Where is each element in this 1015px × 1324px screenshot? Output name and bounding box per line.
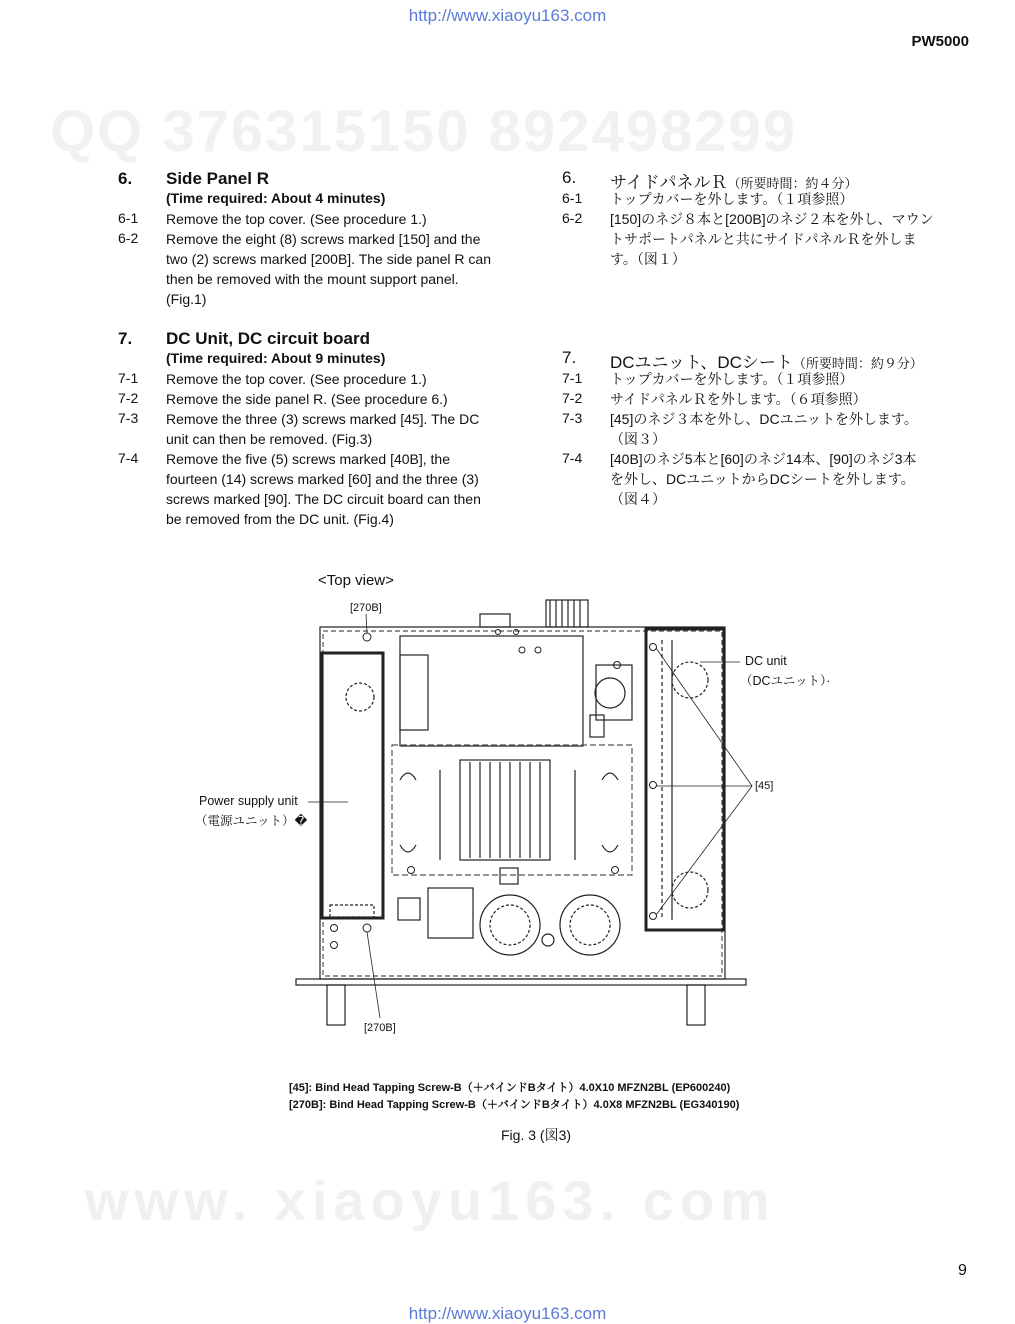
jp-section-7-number: 7. [562,348,577,367]
screw-item: [270B]: Bind Head Tapping Screw-B（＋バインドBタイト）4.0X8 MFZN2BL (EG340190) [289,1099,740,1111]
step-number: 6-1 [118,210,139,226]
step-number: 6-2 [562,210,583,226]
jp-section-6-title: サイドパネルＲ（所要時間：約４分） [610,173,858,192]
step-text: Remove the three (3) screws marked [45]. The DC unit can then be removed. (Fig.3) [166,411,480,447]
section-7-time: (Time required: About 9 minutes) [166,350,386,366]
model-name: PW5000 [911,33,969,50]
step-number: 7-3 [118,410,139,426]
jp-step-text: [40B]のネジ5本と[60]のネジ14本、[90]のネジ3本 を外し、DCユニットからDCシートを外します。 （図４） [610,451,917,507]
label-power-supply-jp: （電源ユニット）� [195,814,308,828]
watermark-www: www. xiaoyu163. com [85,1169,776,1232]
step-number: 7-2 [118,390,139,406]
section-7-number: 7. [118,329,133,348]
jp-section-6-number: 6. [562,168,577,187]
step-number: 6-2 [118,230,139,246]
step-number: 7-1 [562,370,583,386]
step-text: Remove the top cover. (See procedure 1.) [166,371,427,387]
jp-step-text: トップカバーを外します。（１項参照） [610,191,854,207]
jp-step-text: トップカバーを外します。（１項参照） [610,371,854,387]
url-bottom[interactable]: http://www.xiaoyu163.com [408,1304,607,1323]
jp-step-text: [45]のネジ３本を外し、DCユニットを外します。 （図３） [610,411,918,447]
step-number: 6-1 [562,190,583,206]
step-text: Remove the top cover. (See procedure 1.) [166,211,427,227]
screw-item: [45]: Bind Head Tapping Screw-B（＋バインドBタイト）4.0X10 MFZN2BL (EP600240) [289,1082,731,1094]
label-270b-bottom: [270B] [364,1022,396,1034]
watermark-qq: QQ 376315150 892498299 [50,99,798,164]
view-title: <Top view> [318,572,394,589]
label-dc-unit: DC unit [745,654,787,668]
section-6-title: Side Panel R [166,169,269,188]
step-number: 7-1 [118,370,139,386]
step-text: Remove the eight (8) screws marked [150] and the two (2) screws marked [200B]. The side panel R can then be removed with the mount support panel. (Fig.1) [166,231,492,307]
step-number: 7-2 [562,390,583,406]
step-text: Remove the five (5) screws marked [40B], the fourteen (14) screws marked [60] and the three (3) screws marked [90]. The DC circuit board can then be removed from the DC unit. (Fig.4) [166,451,481,527]
page-number: 9 [958,1262,967,1279]
jp-step-text: [150]のネジ８本と[200B]のネジ２本を外し、マウン トサポートパネルと共にサイドパネルＲを外しま す。（図１） [610,211,934,267]
label-dc-unit-jp: （DCユニット）· [740,674,831,688]
section-6-time: (Time required: About 4 minutes) [166,190,386,206]
step-number: 7-3 [562,410,583,426]
figure-caption: Fig. 3 (図3) [501,1127,572,1143]
jp-step-text: サイドパネルＲを外します。（６項参照） [610,391,867,407]
section-6-number: 6. [118,169,133,188]
screw-list [289,1080,739,1114]
step-text: Remove the side panel R. (See procedure 6.) [166,391,448,407]
step-number: 7-4 [562,450,583,466]
label-power-supply: Power supply unit [199,794,298,808]
label-45: [45] [755,780,774,792]
url-top[interactable]: http://www.xiaoyu163.com [408,6,607,25]
label-270b-top: [270B] [350,602,382,614]
jp-section-7-title: DCユニット、DCシート（所要時間：約９分） [610,353,923,372]
section-7-title: DC Unit, DC circuit board [166,329,371,348]
step-number: 7-4 [118,450,139,466]
